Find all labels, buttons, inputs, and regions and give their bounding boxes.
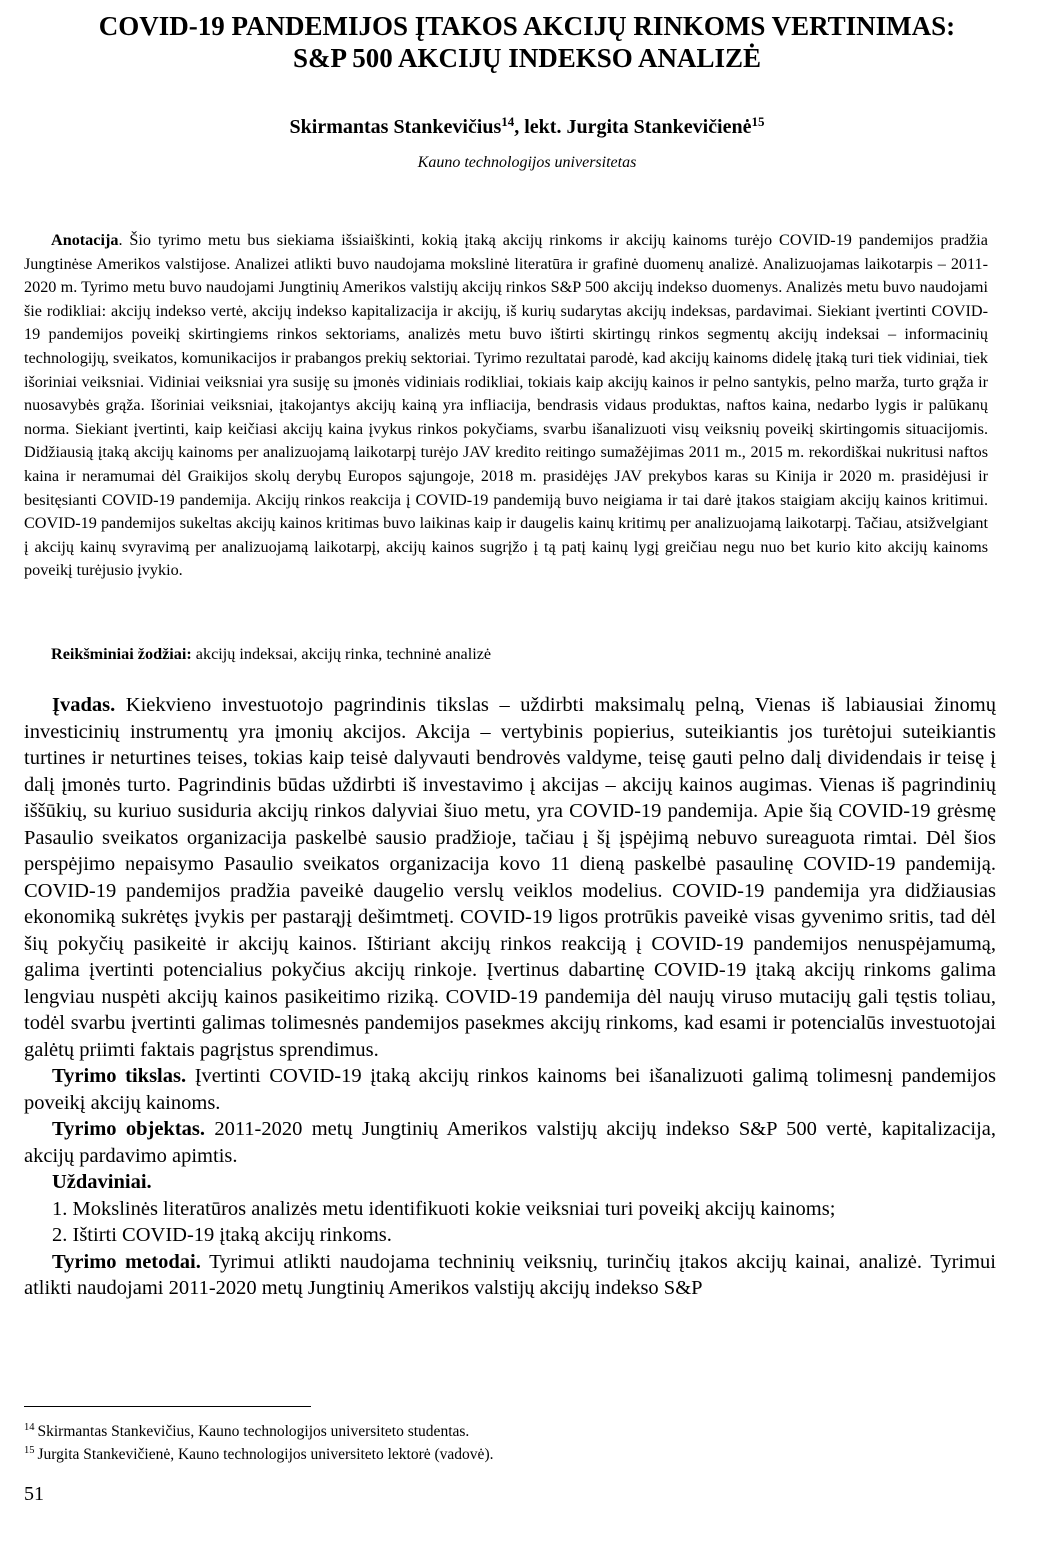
- page-number: 51: [24, 1483, 44, 1505]
- keywords-label: Reikšminiai žodžiai:: [51, 645, 192, 663]
- object-text: 2011-2020 metų Jungtinių Amerikos valstijų akcijų indekso S&P 500 vertė, kapitalizacija, akcijų pardavimo apimtis.: [24, 1118, 996, 1167]
- title-line-1: COVID-19 PANDEMIJOS ĮTAKOS AKCIJŲ RINKOMS VERTINIMAS:: [98, 11, 956, 41]
- object-paragraph: [24, 1116, 996, 1169]
- methods-text: Tyrimui atlikti naudojama techninių veiksnių, turinčių įtakos akcijų kainai, analizė. Tyrimui atlikti naudojami 2011-2020 metų Jungtinių Amerikos valstijų akcijų indekso S&P: [24, 1250, 996, 1299]
- abstract-label: Anotacija: [51, 231, 119, 249]
- author-line: [0, 114, 1054, 140]
- intro-text: Kiekvieno investuotojo pagrindinis tikslas – uždirbti maksimalų pelną, Vienas iš labiausiai žinomų investicinių instrumentų yra įmonių akcijos. Akcija – vertybinis popierius, suteikiantis jos turėtojui suteikiantis turtines ir neturtines teises, tokias kaip teisė dalyvauti bendrovės valdyme, teisę gauti pelno dalį dividendais ir teisę į dalį įmonės turto. Pagrindinis būdas uždirbti iš investavimo į akcijas – akcijų kainos augimas. Vienas iš pagrindinių iššūkių, su kuriuo susiduria akcijų rinkos dalyviai šiuo metu, yra COVID-19 pandemija. Apie šią COVID-19 grėsmę Pasaulio sveikatos organizacija paskelbė sausio pradžioje, tačiau į šį įspėjimą nebuvo sureaguota rimtai. Dėl šios perspėjimo nepaisymo Pasaulio sveikatos organizacija kovo 11 dieną paskelbė pasaulinę COVID-19 pandemiją. COVID-19 pandemijos pradžia paveikė daugelio verslų veiklos modelius. COVID-19 pandemija yra didžiausias ekonomiką sukrėtęs įvykis per pastarąjį dešimtmetį. COVID-19 ligos protrūkis paveikė visas gyvenimo sritis, tad dėl šių pokyčių pasikeitė ir akcijų kainos. Ištiriant akcijų rinkos reakciją į COVID-19 pandemijos nenuspėjamumą, galima įvertinti potencialius pokyčius akcijų rinkoje. Įvertinus dabartinę COVID-19 įtaką akcijų rinkoms galima lengviau nuspėti akcijų kainos pasikeitimo riziką. COVID-19 pandemija dėl naujų viruso mutacijų gali tęstis toliau, todėl svarbu įvertinti galimas tolimesnės pandemijos pasekmes akcijų rinkoms, kad esami ir potencialūs investuotojai galėtų priimti faktais pagrįstus sprendimus.: [24, 694, 996, 1061]
- author-1: Skirmantas Stankevičius: [289, 116, 502, 138]
- footnote-15: [24, 1443, 493, 1466]
- author-2: Jurgita Stankevičienė: [566, 116, 752, 138]
- footnote-15-text: Jurgita Stankevičienė, Kauno technologijos universiteto lektorė (vadovė).: [37, 1446, 494, 1463]
- aim-text: Įvertinti COVID-19 įtaką akcijų rinkos kainoms bei išanalizuoti galimą tolimesnį pandemijos poveikį akcijų kainoms.: [24, 1065, 996, 1114]
- affiliation: Kauno technologijos universitetas: [417, 154, 637, 171]
- tasks-label: Uždaviniai.: [52, 1171, 152, 1193]
- task-item-1: 1. Mokslinės literatūros analizės metu identifikuoti kokie veiksniai turi poveikį akcijų kainoms;: [52, 1197, 836, 1220]
- footnote-15-ref: 15: [24, 1445, 35, 1456]
- author-separator: , lekt.: [514, 116, 567, 138]
- author-2-footnote-ref: 15: [751, 114, 765, 129]
- intro-paragraph: [24, 692, 996, 1063]
- abstract-text: . Šio tyrimo metu bus siekiama išsiaiškinti, kokią įtaką akcijų rinkoms ir akcijų kainoms turėjo COVID-19 pandemijos pradžia Jungtinėse Amerikos valstijose. Analizei atlikti buvo naudojama mokslinė literatūra ir grafinė duomenų analizė. Analizuojamas laikotarpis – 2011-2020 m. Tyrimo metu buvo naudojami Jungtinių Amerikos valstijų akcijų rinkos S&P 500 akcijų indekso duomenys. Analizės metu buvo naudojami šie rodikliai: akcijų indekso vertė, akcijų indekso kapitalizacija ir akcijų, iš kurių sudarytas akcijų indeksas, pardavimai. Siekiant įvertinti COVID-19 pandemijos poveikį skirtingiems rinkos sektoriams, analizės metu buvo ištirti skirtingų rinkos segmentų akcijų indeksai – informacinių technologijų, sveikatos, komunikacijos ir prabangos prekių sektoriai. Tyrimo rezultatai parodė, kad akcijų kainoms didelę įtaką turi tiek vidiniai, tiek išoriniai veiksniai. Vidiniai veiksniai yra susiję su įmonės vidiniais rodikliai, tokiais kaip akcijų kainos ir pelno santykis, pelno marža, turto grąža ir nuosavybės grąža. Išoriniai veiksniai, įtakojantys akcijų kainą yra infliacija, bendrasis vidaus produktas, naftos kaina, nedarbo lygis ir palūkanų norma. Siekiant įvertinti, kaip keičiasi akcijų kaina įvykus rinkos pokyčiams, svarbu išanalizuoti visų veiksnių poveikį skirtingomis situacijomis. Didžiausią įtaką akcijų kainoms per analizuojamą laikotarpį turėjo JAV kredito reitingo sumažėjimas 2011 m., 2015 m. rekordiškai nukritusi naftos kaina ir neramumai dėl Graikijos skolų derybų Europos sąjungoje, 2018 m. prasidėjęs JAV prekybos karas su Kinija ir 2020 m. prasidėjusi ir besitęsianti COVID-19 pandemija. Akcijų rinkos reakcija į COVID-19 pandemiją buvo neigiama ir tai darė įtakos staigiam akcijų kainos kritimui. COVID-19 pandemijos sukeltas akcijų kainos kritimas buvo laikinas kaip ir daugelis kainų kritimų per analizuojamą laikotarpį. Tačiau, atsižvelgiant į akcijų kainų svyravimą per analizuojamą laikotarpį, akcijų kainos sugrįžo į tą patį kainų lygį greičiau negu nuo bet kurio kito akcijų kainoms poveikį turėjusio įvykio.: [24, 231, 988, 580]
- aim-label: Tyrimo tikslas.: [52, 1065, 187, 1087]
- keywords-text: akcijų indeksai, akcijų rinka, techninė analizė: [191, 645, 492, 663]
- tasks-heading: [24, 1169, 996, 1196]
- paper-title: [0, 10, 1054, 74]
- author-1-footnote-ref: 14: [501, 114, 515, 129]
- methods-paragraph: [24, 1249, 996, 1302]
- footnote-14-ref: 14: [24, 1422, 35, 1433]
- abstract-paragraph: [24, 229, 988, 583]
- keywords: [51, 643, 491, 667]
- object-label: Tyrimo objektas.: [52, 1118, 205, 1140]
- intro-label: Įvadas.: [52, 694, 116, 716]
- title-line-2: S&P 500 AKCIJŲ INDEKSO ANALIZĖ: [292, 43, 762, 73]
- footnote-14: [24, 1420, 493, 1443]
- task-item-2: 2. Ištirti COVID-19 įtaką akcijų rinkoms.: [52, 1224, 392, 1246]
- footnotes: [24, 1420, 493, 1466]
- footnote-divider: [24, 1406, 311, 1407]
- methods-label: Tyrimo metodai.: [52, 1250, 201, 1273]
- footnote-14-text: Skirmantas Stankevičius, Kauno technologijos universiteto studentas.: [37, 1423, 470, 1440]
- body-text: [24, 692, 996, 1302]
- aim-paragraph: [24, 1063, 996, 1116]
- abstract: [24, 229, 988, 583]
